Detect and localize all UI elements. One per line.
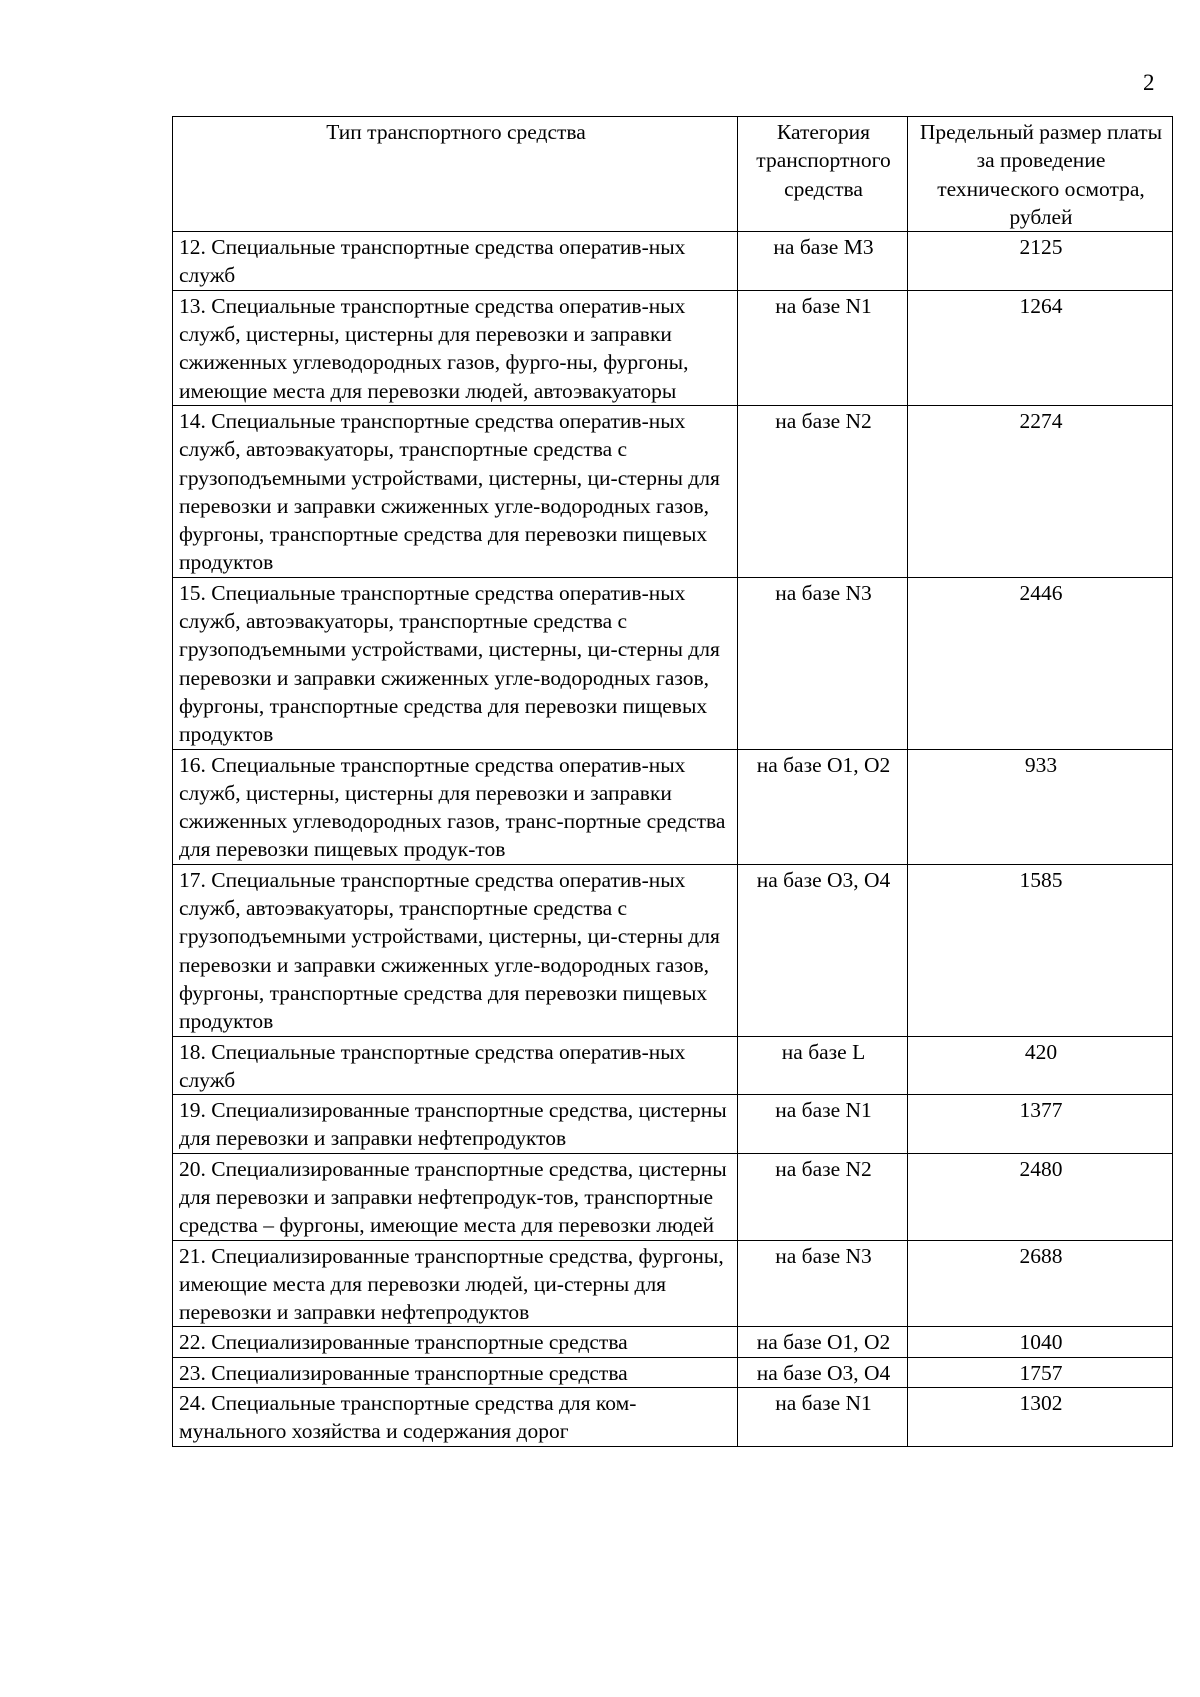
table-row: [173, 232, 1173, 291]
row-category: на базе N2: [738, 405, 908, 577]
row-category: на базе N3: [738, 577, 908, 749]
table-row: [173, 864, 1173, 1036]
row-description: 24. Специальные транспортные средства для ком-мунального хозяйства и содержания дорог: [173, 1388, 738, 1447]
row-category: на базе N1: [738, 290, 908, 405]
row-description: 14. Специальные транспортные средства оператив-ных служб, автоэвакуаторы, транспортные средства с грузоподъемными устройствами, цистерны, ци-стерны для перевозки и заправки сжиженных угле-водородных газов, фургоны, транспортные средства для перевозки пищевых продуктов: [173, 405, 738, 577]
row-description: 23. Специализированные транспортные средства: [173, 1357, 738, 1387]
table-row: [173, 1036, 1173, 1095]
header-vehicle-type: Тип транспортного средства: [173, 117, 738, 232]
row-category: на базе N2: [738, 1153, 908, 1240]
row-category: на базе О3, О4: [738, 864, 908, 1036]
row-fee: 420: [908, 1036, 1173, 1095]
row-category: на базе О3, О4: [738, 1357, 908, 1387]
row-category: на базе О1, О2: [738, 1327, 908, 1357]
row-fee: 1377: [908, 1095, 1173, 1154]
row-category: на базе N1: [738, 1388, 908, 1447]
header-vehicle-category: Категория транспортного средства: [738, 117, 908, 232]
page-number: 2: [1143, 70, 1155, 95]
row-category: на базе N3: [738, 1240, 908, 1327]
row-description: 17. Специальные транспортные средства оператив-ных служб, автоэвакуаторы, транспортные средства с грузоподъемными устройствами, цистерны, ци-стерны для перевозки и заправки сжиженных угле-водородных газов, фургоны, транспортные средства для перевозки пищевых продуктов: [173, 864, 738, 1036]
inspection-fee-table: [172, 116, 1173, 1447]
row-description: 16. Специальные транспортные средства оператив-ных служб, цистерны, цистерны для перевозки и заправки сжиженных углеводородных газов, транс-портные средства для перевозки пищевых продук-тов: [173, 749, 738, 864]
row-fee: 2446: [908, 577, 1173, 749]
row-category: на базе L: [738, 1036, 908, 1095]
table-row: [173, 405, 1173, 577]
row-description: 13. Специальные транспортные средства оператив-ных служб, цистерны, цистерны для перевозки и заправки сжиженных углеводородных газов, фурго-ны, фургоны, имеющие места для перевозки людей, автоэвакуаторы: [173, 290, 738, 405]
header-max-fee: Предельный размер платы за проведение технического осмотра, рублей: [908, 117, 1173, 232]
table-row: [173, 290, 1173, 405]
row-fee: 1302: [908, 1388, 1173, 1447]
row-fee: 2480: [908, 1153, 1173, 1240]
row-fee: 2125: [908, 232, 1173, 291]
row-fee: 1040: [908, 1327, 1173, 1357]
row-fee: 2688: [908, 1240, 1173, 1327]
row-fee: 933: [908, 749, 1173, 864]
table-row: [173, 1388, 1173, 1447]
table-row: [173, 1357, 1173, 1387]
row-description: 22. Специализированные транспортные средства: [173, 1327, 738, 1357]
table-row: [173, 1095, 1173, 1154]
table-row: [173, 749, 1173, 864]
row-description: 20. Специализированные транспортные средства, цистерны для перевозки и заправки нефтепродук-тов, транспортные средства – фургоны, имеющие места для перевозки людей: [173, 1153, 738, 1240]
row-description: 15. Специальные транспортные средства оператив-ных служб, автоэвакуаторы, транспортные средства с грузоподъемными устройствами, цистерны, ци-стерны для перевозки и заправки сжиженных угле-водородных газов, фургоны, транспортные средства для перевозки пищевых продуктов: [173, 577, 738, 749]
row-fee: 2274: [908, 405, 1173, 577]
row-category: на базе N1: [738, 1095, 908, 1154]
row-category: на базе М3: [738, 232, 908, 291]
row-fee: 1585: [908, 864, 1173, 1036]
table-header-row: [173, 117, 1173, 232]
table-row: [173, 1327, 1173, 1357]
row-description: 12. Специальные транспортные средства оператив-ных служб: [173, 232, 738, 291]
row-description: 19. Специализированные транспортные средства, цистерны для перевозки и заправки нефтепродуктов: [173, 1095, 738, 1154]
row-description: 21. Специализированные транспортные средства, фургоны, имеющие места для перевозки людей, ци-стерны для перевозки и заправки нефтепродуктов: [173, 1240, 738, 1327]
row-fee: 1757: [908, 1357, 1173, 1387]
table-row: [173, 1153, 1173, 1240]
table-row: [173, 1240, 1173, 1327]
row-description: 18. Специальные транспортные средства оператив-ных служб: [173, 1036, 738, 1095]
row-fee: 1264: [908, 290, 1173, 405]
row-category: на базе О1, О2: [738, 749, 908, 864]
table-row: [173, 577, 1173, 749]
table-body: [173, 232, 1173, 1446]
